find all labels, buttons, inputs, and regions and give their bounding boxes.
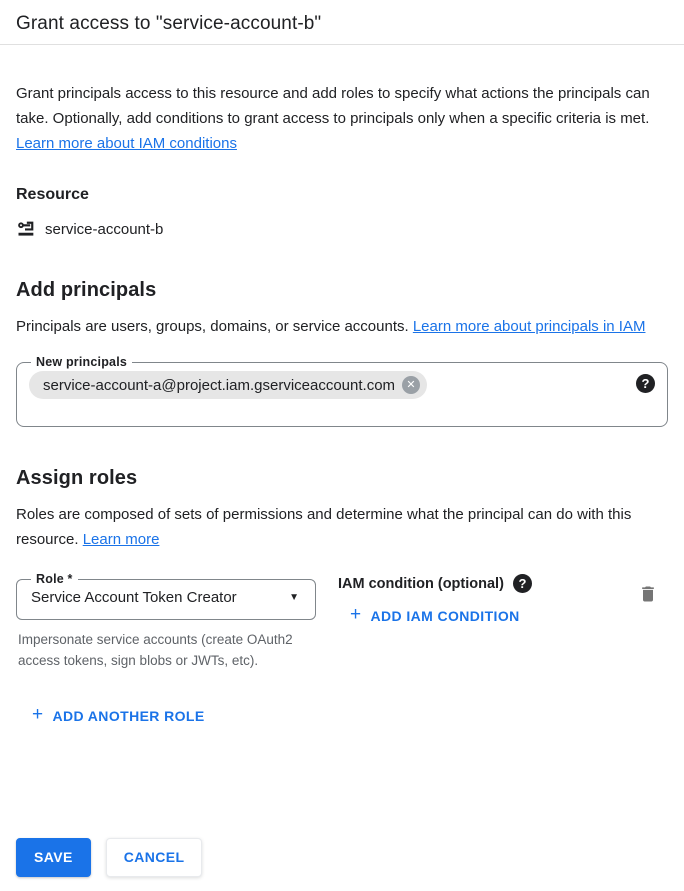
iam-condition-label-row — [338, 574, 606, 593]
principal-chip-label: service-account-a@project.iam.gserviceaccount.com — [43, 376, 396, 394]
chip-remove-icon[interactable]: ✕ — [402, 376, 420, 394]
new-principals-input-area[interactable] — [29, 369, 655, 399]
resource-row — [16, 219, 668, 239]
add-principals-heading: Add principals — [16, 279, 157, 301]
principals-help-icon[interactable]: ? — [636, 374, 655, 393]
principal-chip[interactable] — [29, 371, 427, 399]
add-principals-text: Principals are users, groups, domains, or service accounts. — [16, 318, 413, 335]
plus-icon: + — [32, 704, 44, 725]
delete-role-button[interactable] — [628, 580, 668, 611]
role-value-row[interactable] — [29, 586, 303, 617]
assign-roles-text: Roles are composed of sets of permissions and determine what the principal can do with this resource. — [16, 506, 632, 548]
add-iam-condition-label: ADD IAM CONDITION — [370, 607, 520, 624]
resource-heading: Resource — [16, 186, 89, 203]
role-column — [16, 572, 316, 671]
dialog-footer — [16, 838, 202, 877]
new-principals-label: New principals — [36, 355, 128, 369]
roles-learn-more-link[interactable]: Learn more — [82, 531, 160, 548]
role-label: Role * — [36, 572, 73, 586]
service-account-key-icon — [16, 219, 36, 239]
principals-learn-more-link[interactable]: Learn more about principals in IAM — [412, 318, 646, 335]
role-select[interactable] — [16, 572, 316, 620]
role-description: Impersonate service accounts (create OAuth2 access tokens, sign blobs or JWTs, etc). — [18, 632, 293, 668]
resource-name: service-account-b — [45, 220, 164, 238]
save-button[interactable]: SAVE — [16, 838, 91, 877]
iam-conditions-link[interactable]: Learn more about IAM conditions — [16, 135, 237, 152]
cancel-button[interactable]: CANCEL — [106, 838, 203, 877]
assign-roles-description — [16, 502, 668, 552]
intro-text: Grant principals access to this resource and add roles to specify what actions the principals can take. Optionally, add conditions to grant access to principals only when a specific criteria is met. — [16, 85, 650, 127]
dialog-header — [0, 0, 684, 45]
add-role-row — [24, 701, 668, 730]
condition-help-icon[interactable]: ? — [513, 574, 532, 593]
new-principals-field[interactable] — [16, 355, 668, 427]
add-another-role-button[interactable] — [24, 701, 213, 730]
dialog-body — [0, 81, 684, 730]
add-another-role-label: ADD ANOTHER ROLE — [52, 707, 205, 724]
iam-condition-column — [338, 572, 606, 630]
intro-paragraph — [16, 81, 668, 156]
add-iam-condition-button[interactable] — [342, 601, 528, 630]
plus-icon: + — [350, 604, 362, 625]
assign-roles-heading: Assign roles — [16, 467, 138, 489]
chevron-down-icon: ▼ — [289, 592, 299, 603]
page-title: Grant access to "service-account-b" — [16, 13, 322, 34]
add-principals-description — [16, 314, 668, 339]
iam-condition-label: IAM condition (optional) — [338, 575, 504, 592]
trash-icon — [638, 584, 658, 604]
role-selected-value: Service Account Token Creator — [31, 589, 237, 606]
role-binding-row — [16, 572, 668, 671]
